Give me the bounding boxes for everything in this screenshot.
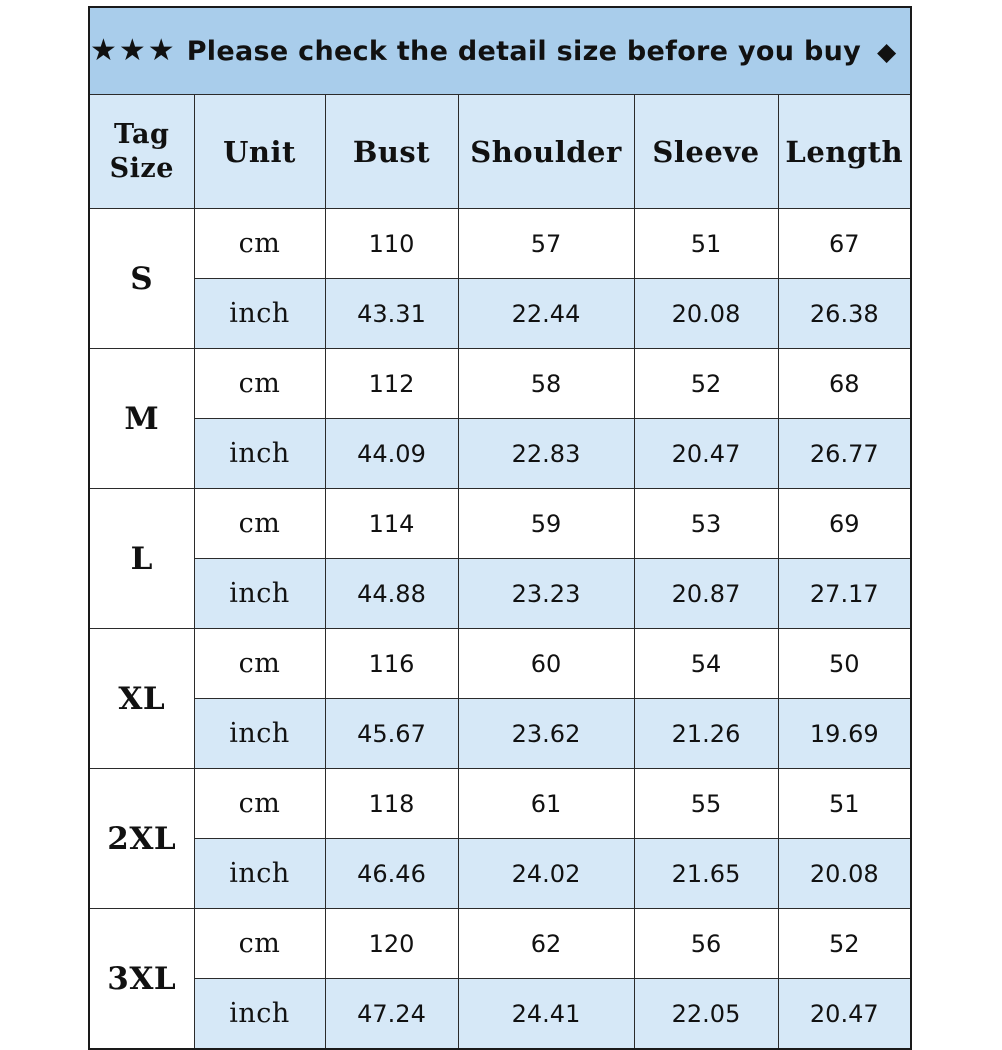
cell-sleeve: 20.08 bbox=[634, 279, 778, 349]
tag-size-line-2: Size bbox=[109, 152, 174, 184]
cell-bust: 116 bbox=[325, 629, 458, 699]
unit-label: inch bbox=[194, 699, 325, 769]
size-label: S bbox=[89, 209, 194, 349]
unit-label: cm bbox=[194, 209, 325, 279]
banner-row bbox=[89, 7, 911, 95]
cell-sleeve: 52 bbox=[634, 349, 778, 419]
cell-bust: 110 bbox=[325, 209, 458, 279]
cell-shoulder: 58 bbox=[458, 349, 634, 419]
cell-length: 68 bbox=[778, 349, 911, 419]
size-label: L bbox=[89, 489, 194, 629]
table-row bbox=[89, 769, 911, 839]
size-label: 2XL bbox=[89, 769, 194, 909]
table-row bbox=[89, 699, 911, 769]
unit-label: inch bbox=[194, 559, 325, 629]
cell-shoulder: 22.83 bbox=[458, 419, 634, 489]
cell-sleeve: 53 bbox=[634, 489, 778, 559]
unit-label: inch bbox=[194, 839, 325, 909]
table-row bbox=[89, 489, 911, 559]
cell-shoulder: 62 bbox=[458, 909, 634, 979]
stars-icon: ★★★ bbox=[90, 33, 177, 68]
size-label: M bbox=[89, 349, 194, 489]
cell-length: 20.08 bbox=[778, 839, 911, 909]
cell-shoulder: 22.44 bbox=[458, 279, 634, 349]
size-label: XL bbox=[89, 629, 194, 769]
unit-label: inch bbox=[194, 979, 325, 1050]
table-row bbox=[89, 209, 911, 279]
cell-sleeve: 21.65 bbox=[634, 839, 778, 909]
cell-shoulder: 24.02 bbox=[458, 839, 634, 909]
table-row bbox=[89, 629, 911, 699]
unit-label: cm bbox=[194, 909, 325, 979]
cell-bust: 120 bbox=[325, 909, 458, 979]
table-row bbox=[89, 909, 911, 979]
column-header-unit: Unit bbox=[194, 95, 325, 209]
table-row bbox=[89, 559, 911, 629]
column-header-sleeve: Sleeve bbox=[634, 95, 778, 209]
cell-shoulder: 59 bbox=[458, 489, 634, 559]
cell-bust: 114 bbox=[325, 489, 458, 559]
table-row bbox=[89, 349, 911, 419]
cell-sleeve: 22.05 bbox=[634, 979, 778, 1050]
cell-bust: 46.46 bbox=[325, 839, 458, 909]
table-row bbox=[89, 279, 911, 349]
size-chart-table bbox=[88, 6, 912, 1050]
cell-bust: 45.67 bbox=[325, 699, 458, 769]
cell-length: 51 bbox=[778, 769, 911, 839]
cell-sleeve: 20.87 bbox=[634, 559, 778, 629]
unit-label: inch bbox=[194, 279, 325, 349]
cell-shoulder: 23.23 bbox=[458, 559, 634, 629]
cell-shoulder: 23.62 bbox=[458, 699, 634, 769]
cell-shoulder: 24.41 bbox=[458, 979, 634, 1050]
tag-size-line-1: Tag bbox=[114, 118, 170, 150]
size-chart-container bbox=[88, 6, 910, 1029]
cell-bust: 44.09 bbox=[325, 419, 458, 489]
cell-length: 52 bbox=[778, 909, 911, 979]
cell-length: 20.47 bbox=[778, 979, 911, 1050]
cell-bust: 44.88 bbox=[325, 559, 458, 629]
cell-bust: 118 bbox=[325, 769, 458, 839]
unit-label: cm bbox=[194, 489, 325, 559]
cell-shoulder: 61 bbox=[458, 769, 634, 839]
cell-sleeve: 54 bbox=[634, 629, 778, 699]
table-row bbox=[89, 419, 911, 489]
cell-sleeve: 56 bbox=[634, 909, 778, 979]
cell-length: 19.69 bbox=[778, 699, 911, 769]
cell-sleeve: 20.47 bbox=[634, 419, 778, 489]
header-row bbox=[89, 95, 911, 209]
cell-length: 67 bbox=[778, 209, 911, 279]
cell-shoulder: 60 bbox=[458, 629, 634, 699]
cell-shoulder: 57 bbox=[458, 209, 634, 279]
cell-bust: 47.24 bbox=[325, 979, 458, 1050]
banner-cell bbox=[89, 7, 911, 95]
cell-bust: 112 bbox=[325, 349, 458, 419]
table-row bbox=[89, 839, 911, 909]
column-header-bust: Bust bbox=[325, 95, 458, 209]
cell-bust: 43.31 bbox=[325, 279, 458, 349]
column-header-length: Length bbox=[778, 95, 911, 209]
cell-length: 69 bbox=[778, 489, 911, 559]
unit-label: cm bbox=[194, 349, 325, 419]
cell-sleeve: 51 bbox=[634, 209, 778, 279]
unit-label: inch bbox=[194, 419, 325, 489]
column-header-tag-size bbox=[89, 95, 194, 209]
table-row bbox=[89, 979, 911, 1050]
column-header-shoulder: Shoulder bbox=[458, 95, 634, 209]
cell-length: 50 bbox=[778, 629, 911, 699]
banner-text: Please check the detail size before you buy bbox=[186, 35, 861, 67]
size-label: 3XL bbox=[89, 909, 194, 1050]
diamond-icon: ◆ bbox=[877, 36, 897, 66]
cell-sleeve: 21.26 bbox=[634, 699, 778, 769]
cell-length: 26.38 bbox=[778, 279, 911, 349]
cell-length: 27.17 bbox=[778, 559, 911, 629]
cell-sleeve: 55 bbox=[634, 769, 778, 839]
unit-label: cm bbox=[194, 629, 325, 699]
unit-label: cm bbox=[194, 769, 325, 839]
cell-length: 26.77 bbox=[778, 419, 911, 489]
